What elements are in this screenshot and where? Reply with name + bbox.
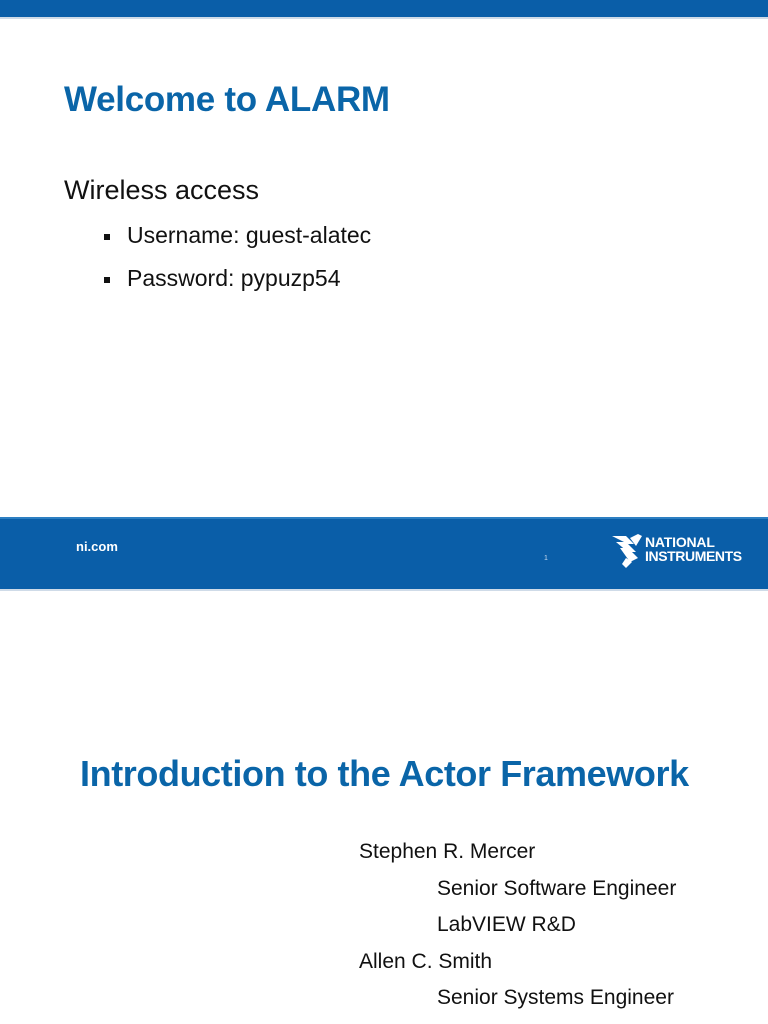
author-1-dept: LabVIEW R&D bbox=[437, 913, 576, 936]
slide2-title: Introduction to the Actor Framework bbox=[80, 753, 689, 794]
author-2-role: Senior Systems Engineer bbox=[437, 986, 674, 1009]
list-item-username bbox=[104, 222, 371, 265]
list-item-password bbox=[104, 265, 371, 308]
page-number: 1 bbox=[544, 555, 548, 562]
wireless-heading: Wireless access bbox=[64, 175, 260, 205]
author-1-role: Senior Software Engineer bbox=[437, 877, 677, 900]
logo-line-instruments: INSTRUMENTS bbox=[645, 548, 742, 564]
slide-top-divider bbox=[0, 17, 768, 19]
square-bullet-icon bbox=[104, 277, 110, 283]
ni-logo-text bbox=[645, 535, 742, 563]
author-1-name: Stephen R. Mercer bbox=[359, 840, 536, 863]
logo-line-national: NATIONAL bbox=[645, 534, 715, 550]
ni-eagle-icon bbox=[612, 534, 644, 568]
footer-site-link[interactable]: ni.com bbox=[76, 539, 118, 554]
slide1-title: Welcome to ALARM bbox=[64, 80, 390, 119]
author-2-name: Allen C. Smith bbox=[359, 950, 493, 973]
national-instruments-logo bbox=[612, 534, 752, 570]
square-bullet-icon bbox=[104, 234, 110, 240]
credentials-list bbox=[104, 222, 371, 308]
password-text: Password: pypuzp54 bbox=[127, 265, 341, 291]
slide-bottom-divider bbox=[0, 589, 768, 591]
slide-top-bar bbox=[0, 0, 768, 17]
username-text: Username: guest-alatec bbox=[127, 222, 372, 248]
